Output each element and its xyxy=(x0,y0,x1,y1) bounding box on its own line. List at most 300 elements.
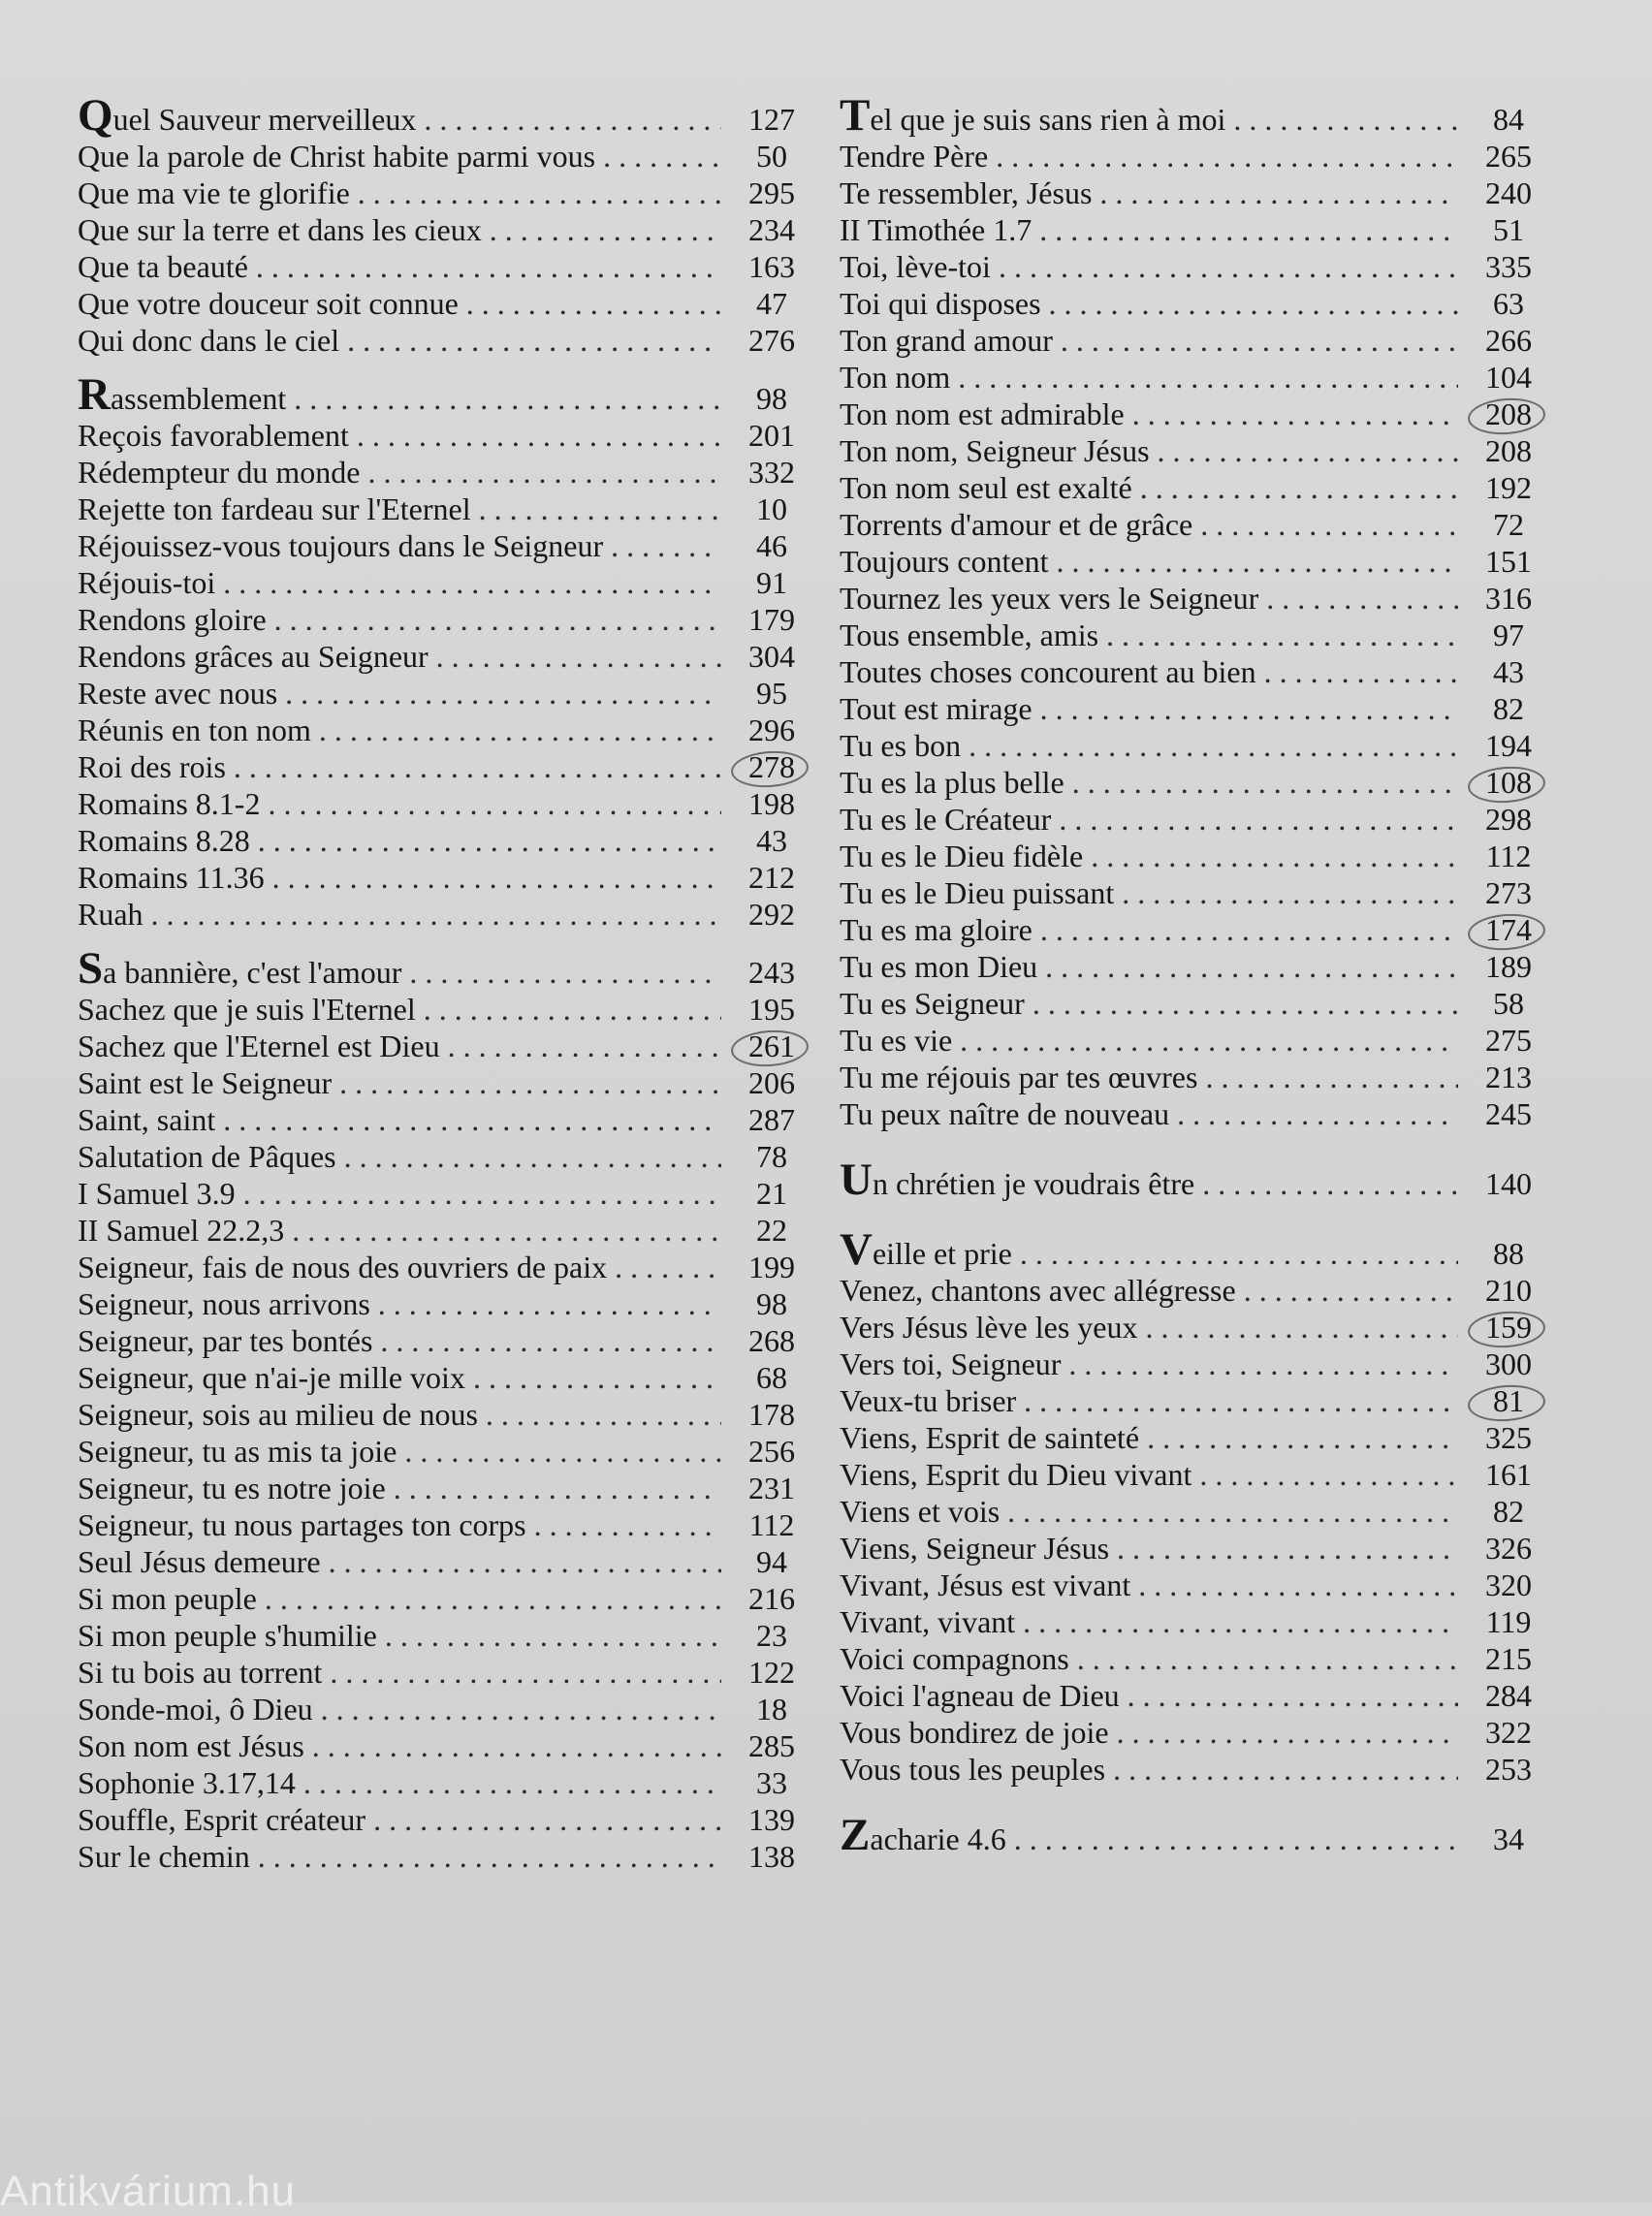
entry-page-number: 206 xyxy=(748,1065,795,1100)
dot-leader xyxy=(223,564,721,601)
dot-leader xyxy=(1138,1567,1458,1603)
index-entry xyxy=(78,1285,812,1322)
dot-leader xyxy=(1040,911,1458,948)
entry-page-number: 51 xyxy=(1493,212,1524,247)
index-entry xyxy=(840,985,1549,1022)
dot-leader xyxy=(358,174,721,211)
index-entry xyxy=(78,1470,812,1506)
entry-title: Viens, Esprit du Dieu vivant xyxy=(840,1457,1192,1492)
entry-page-number: 139 xyxy=(748,1802,795,1837)
index-entry xyxy=(840,764,1549,801)
entry-title: Ton grand amour xyxy=(840,323,1053,358)
entry-title: Seigneur, sois au milieu de nous xyxy=(78,1397,478,1432)
entry-title: Vivant, Jésus est vivant xyxy=(840,1567,1131,1602)
index-entry xyxy=(840,396,1549,432)
index-entry xyxy=(840,469,1549,506)
entry-page-number: 151 xyxy=(1485,544,1532,579)
entry-page-number: 104 xyxy=(1485,360,1532,395)
entry-title: Que sur la terre et dans les cieux xyxy=(78,212,482,247)
entry-title: II Samuel 22.2,3 xyxy=(78,1213,285,1248)
index-entry xyxy=(840,690,1549,727)
entry-title: Seigneur, fais de nous des ouvriers de paix xyxy=(78,1250,608,1284)
entry-title: Saint est le Seigneur xyxy=(78,1065,333,1100)
index-entry xyxy=(78,1396,812,1433)
entry-title: Vous tous les peuples xyxy=(840,1752,1106,1787)
index-entry xyxy=(78,896,812,933)
dot-leader xyxy=(272,859,721,896)
entry-page-number: 287 xyxy=(748,1102,795,1137)
index-entry xyxy=(840,801,1549,838)
dot-leader xyxy=(1158,432,1458,469)
entry-title: Un chrétien je voudrais être xyxy=(840,1155,1195,1205)
index-entry xyxy=(78,1801,812,1838)
entry-title: Réjouissez-vous toujours dans le Seigneur xyxy=(78,528,604,563)
dot-leader xyxy=(268,785,721,822)
entry-title: Vers Jésus lève les yeux xyxy=(840,1310,1138,1345)
entry-page-number: 91 xyxy=(756,565,787,600)
entry-title: Veille et prie xyxy=(840,1224,1012,1275)
dot-leader xyxy=(330,1654,721,1691)
index-entry xyxy=(840,911,1549,948)
index-entry xyxy=(78,527,812,564)
entry-page-number: 140 xyxy=(1485,1166,1532,1201)
index-entry xyxy=(78,491,812,527)
entry-title: Sophonie 3.17,14 xyxy=(78,1765,296,1800)
dot-leader xyxy=(1014,1820,1458,1857)
entry-title: Seigneur, par tes bontés xyxy=(78,1323,373,1358)
entry-page-number: 273 xyxy=(1485,875,1532,910)
entry-title: Toutes choses concourent au bien xyxy=(840,654,1256,689)
entry-title: Sur le chemin xyxy=(78,1839,250,1874)
dot-leader xyxy=(1233,101,1458,138)
index-column-right xyxy=(840,90,1549,1860)
index-entry xyxy=(78,1617,812,1654)
entry-title: Reçois favorablement xyxy=(78,418,349,453)
entry-title: Souffle, Esprit créateur xyxy=(78,1802,366,1837)
entry-page-number: 284 xyxy=(1485,1678,1532,1713)
entry-title: Seigneur, que n'ai-je mille voix xyxy=(78,1360,465,1395)
entry-page-number: 216 xyxy=(748,1581,795,1616)
index-entry xyxy=(78,1249,812,1285)
dot-leader xyxy=(1072,764,1458,801)
index-entry xyxy=(840,359,1549,396)
index-entry xyxy=(78,174,812,211)
entry-page-number: 245 xyxy=(1485,1096,1532,1131)
index-entry xyxy=(78,1028,812,1064)
section-gap xyxy=(78,359,812,380)
dot-leader xyxy=(1117,1530,1458,1567)
dot-leader xyxy=(1145,1309,1458,1345)
dot-leader xyxy=(223,1101,721,1138)
index-entry xyxy=(840,432,1549,469)
dot-leader xyxy=(479,491,721,527)
entry-page-number: 179 xyxy=(748,602,795,637)
entry-title: Sachez que je suis l'Eternel xyxy=(78,992,416,1027)
entry-page-number: 292 xyxy=(748,897,795,932)
dot-leader xyxy=(1117,1714,1458,1751)
dot-leader xyxy=(1040,690,1458,727)
index-entry xyxy=(78,1727,812,1764)
index-entry xyxy=(78,1138,812,1175)
index-entry xyxy=(78,859,812,896)
entry-title: Reste avec nous xyxy=(78,676,278,711)
dot-leader xyxy=(960,1022,1458,1059)
entry-title: Tournez les yeux vers le Seigneur xyxy=(840,581,1259,616)
entry-page-number: 213 xyxy=(1485,1060,1532,1094)
dot-leader xyxy=(448,1028,721,1064)
index-entry xyxy=(840,727,1549,764)
entry-page-number: 322 xyxy=(1485,1715,1532,1750)
section-gap xyxy=(840,1202,1549,1235)
entry-page-number: 192 xyxy=(1485,470,1532,505)
entry-title: Tu es Seigneur xyxy=(840,986,1025,1021)
index-entry xyxy=(840,90,1549,141)
dot-leader xyxy=(292,1212,721,1249)
dot-leader xyxy=(339,1064,721,1101)
dot-leader xyxy=(1099,174,1458,211)
entry-page-number: 47 xyxy=(756,286,787,321)
entry-page-number: 189 xyxy=(1485,949,1532,984)
dot-leader xyxy=(367,454,721,491)
dot-leader xyxy=(436,638,721,675)
index-entry xyxy=(78,1691,812,1727)
entry-page-number: 320 xyxy=(1485,1567,1532,1602)
dot-leader xyxy=(1202,1165,1458,1202)
entry-page-number: 112 xyxy=(1485,839,1532,873)
entry-title: Romains 11.36 xyxy=(78,860,265,895)
entry-page-number-circled: 81 xyxy=(1468,1382,1549,1419)
entry-title: Ton nom xyxy=(840,360,951,395)
entry-page-number: 178 xyxy=(748,1397,795,1432)
entry-title: Quel Sauveur merveilleux xyxy=(78,90,417,141)
entry-page-number: 98 xyxy=(756,1286,787,1321)
entry-title: Viens, Seigneur Jésus xyxy=(840,1531,1110,1566)
entry-title: Sa bannière, c'est l'amour xyxy=(78,943,402,994)
index-entry xyxy=(78,211,812,248)
index-entry xyxy=(840,1493,1549,1530)
index-entry xyxy=(78,285,812,322)
entry-page-number-circled: 174 xyxy=(1468,911,1549,948)
entry-title: Saint, saint xyxy=(78,1102,216,1137)
index-entry xyxy=(840,1810,1549,1860)
entry-page-number-circled: 208 xyxy=(1468,396,1549,432)
index-entry xyxy=(840,1345,1549,1382)
entry-page-number: 256 xyxy=(748,1434,795,1469)
entry-page-number: 253 xyxy=(1485,1752,1532,1787)
entry-title: Rendons gloire xyxy=(78,602,267,637)
index-entry xyxy=(78,601,812,638)
entry-page-number: 82 xyxy=(1493,1494,1524,1529)
dot-leader xyxy=(999,248,1458,285)
index-entry xyxy=(78,1359,812,1396)
index-entry xyxy=(840,248,1549,285)
dot-leader xyxy=(1049,285,1458,322)
entry-title: Tu es bon xyxy=(840,728,962,763)
index-entry xyxy=(78,138,812,174)
entry-title: Zacharie 4.6 xyxy=(840,1810,1006,1860)
dot-leader xyxy=(1061,322,1458,359)
dot-leader xyxy=(1205,1059,1458,1095)
entry-page-number: 195 xyxy=(748,992,795,1027)
dot-leader xyxy=(1266,580,1458,617)
entry-title: Que ma vie te glorifie xyxy=(78,175,350,210)
dot-leader xyxy=(473,1359,721,1396)
index-entry xyxy=(78,822,812,859)
dot-leader xyxy=(1147,1419,1458,1456)
entry-title: Toi qui disposes xyxy=(840,286,1041,321)
entry-title: Rédempteur du monde xyxy=(78,455,361,490)
entry-title: Sachez que l'Eternel est Dieu xyxy=(78,1029,440,1063)
entry-page-number: 268 xyxy=(748,1323,795,1358)
dot-leader xyxy=(1113,1751,1458,1788)
dot-leader xyxy=(258,822,721,859)
entry-page-number: 234 xyxy=(748,212,795,247)
entry-title: Son nom est Jésus xyxy=(78,1728,304,1763)
dot-leader xyxy=(285,675,721,712)
index-entry xyxy=(78,1543,812,1580)
dot-leader xyxy=(394,1470,721,1506)
dot-leader xyxy=(378,1285,721,1322)
entry-title: Vivant, vivant xyxy=(840,1604,1016,1639)
index-entry xyxy=(78,1580,812,1617)
section-gap xyxy=(78,933,812,954)
dot-leader xyxy=(1244,1272,1458,1309)
dot-leader xyxy=(1177,1095,1458,1132)
entry-title: Tu es le Dieu fidèle xyxy=(840,839,1084,873)
dot-leader xyxy=(409,954,721,991)
dot-leader xyxy=(1128,1677,1458,1714)
entry-page-number: 275 xyxy=(1485,1023,1532,1058)
index-entry xyxy=(78,322,812,359)
entry-page-number: 326 xyxy=(1485,1531,1532,1566)
dot-leader xyxy=(265,1580,721,1617)
dot-leader xyxy=(486,1396,721,1433)
entry-title: Ton nom seul est exalté xyxy=(840,470,1132,505)
entry-page-number: 43 xyxy=(756,823,787,858)
index-entry xyxy=(78,1101,812,1138)
dot-leader xyxy=(312,1727,721,1764)
entry-page-number: 300 xyxy=(1485,1346,1532,1381)
dot-leader xyxy=(615,1249,721,1285)
entry-page-number: 266 xyxy=(1485,323,1532,358)
dot-leader xyxy=(969,727,1458,764)
dot-leader xyxy=(1068,1345,1458,1382)
index-entry xyxy=(840,1224,1549,1275)
entry-title: Que votre douceur soit connue xyxy=(78,286,459,321)
index-entry xyxy=(840,948,1549,985)
index-entry xyxy=(840,1382,1549,1419)
dot-leader xyxy=(1020,1235,1458,1272)
entry-title: Salutation de Pâques xyxy=(78,1139,336,1174)
dot-leader xyxy=(424,101,721,138)
dot-leader xyxy=(490,211,721,248)
index-entry xyxy=(840,1530,1549,1567)
entry-title: Rassemblement xyxy=(78,369,287,420)
entry-page-number: 212 xyxy=(748,860,795,895)
dot-leader xyxy=(380,1322,721,1359)
entry-page-number: 34 xyxy=(1493,1821,1524,1856)
entry-page-number: 210 xyxy=(1485,1273,1532,1308)
entry-title: Seigneur, tu as mis ta joie xyxy=(78,1434,397,1469)
index-entry xyxy=(840,1456,1549,1493)
entry-page-number: 43 xyxy=(1493,654,1524,689)
entry-page-number: 23 xyxy=(756,1618,787,1653)
entry-page-number: 94 xyxy=(756,1544,787,1579)
entry-title: Ton nom est admirable xyxy=(840,396,1125,431)
index-entry xyxy=(840,1059,1549,1095)
index-entry xyxy=(78,748,812,785)
dot-leader xyxy=(958,359,1458,396)
entry-page-number: 138 xyxy=(748,1839,795,1874)
entry-page-number: 18 xyxy=(756,1692,787,1726)
entry-title: Voici compagnons xyxy=(840,1641,1069,1676)
dot-leader xyxy=(1140,469,1458,506)
index-entry xyxy=(840,1272,1549,1309)
entry-title: Tu es la plus belle xyxy=(840,765,1064,800)
entry-page-number: 285 xyxy=(748,1728,795,1763)
dot-leader xyxy=(243,1175,721,1212)
dot-leader xyxy=(1077,1640,1458,1677)
index-entry xyxy=(840,1419,1549,1456)
entry-title: Tendre Père xyxy=(840,139,989,174)
entry-page-number: 95 xyxy=(756,676,787,711)
entry-page-number-circled: 108 xyxy=(1468,764,1549,801)
entry-page-number: 163 xyxy=(748,249,795,284)
index-entry xyxy=(78,991,812,1028)
dot-leader xyxy=(1032,985,1458,1022)
dot-leader xyxy=(1059,801,1458,838)
entry-page-number: 46 xyxy=(756,528,787,563)
entry-title: Réjouis-toi xyxy=(78,565,216,600)
index-entry xyxy=(78,417,812,454)
dot-leader xyxy=(294,380,721,417)
index-entry xyxy=(78,785,812,822)
index-entry xyxy=(78,1064,812,1101)
dot-leader xyxy=(1200,506,1458,543)
index-entry xyxy=(840,1640,1549,1677)
entry-page-number: 325 xyxy=(1485,1420,1532,1455)
index-entry xyxy=(840,285,1549,322)
entry-page-number: 335 xyxy=(1485,249,1532,284)
entry-page-number: 78 xyxy=(756,1139,787,1174)
entry-page-number: 298 xyxy=(1485,802,1532,837)
index-entry xyxy=(78,1654,812,1691)
entry-title: Tu me réjouis par tes œuvres xyxy=(840,1060,1198,1094)
index-entry xyxy=(840,1751,1549,1788)
entry-title: Vous bondirez de joie xyxy=(840,1715,1109,1750)
dot-leader xyxy=(1132,396,1458,432)
dot-leader xyxy=(466,285,721,322)
entry-title: Toi, lève-toi xyxy=(840,249,991,284)
index-entry xyxy=(840,1022,1549,1059)
entry-title: Voici l'agneau de Dieu xyxy=(840,1678,1120,1713)
index-entry xyxy=(78,248,812,285)
dot-leader xyxy=(385,1617,721,1654)
section-gap xyxy=(840,1132,1549,1165)
entry-title: Tel que je suis sans rien à moi xyxy=(840,90,1226,141)
index-entry xyxy=(78,1764,812,1801)
index-entry xyxy=(840,580,1549,617)
entry-title: Torrents d'amour et de grâce xyxy=(840,507,1193,542)
dot-leader xyxy=(1039,211,1458,248)
dot-leader xyxy=(1122,874,1458,911)
entry-page-number: 98 xyxy=(756,381,787,416)
index-entry xyxy=(78,369,812,420)
index-entry xyxy=(840,1095,1549,1132)
index-entry xyxy=(78,1838,812,1875)
entry-page-number-circled: 278 xyxy=(731,748,812,785)
entry-title: Seigneur, tu es notre joie xyxy=(78,1471,386,1505)
entry-page-number: 215 xyxy=(1485,1641,1532,1676)
index-entry xyxy=(78,454,812,491)
dot-leader xyxy=(1045,948,1458,985)
entry-page-number: 296 xyxy=(748,712,795,747)
entry-page-number: 112 xyxy=(748,1507,795,1542)
entry-title: II Timothée 1.7 xyxy=(840,212,1032,247)
dot-leader xyxy=(404,1433,721,1470)
dot-leader xyxy=(256,248,721,285)
index-entry xyxy=(78,1175,812,1212)
entry-title: Que ta beauté xyxy=(78,249,248,284)
entry-page-number: 265 xyxy=(1485,139,1532,174)
dot-leader xyxy=(347,322,721,359)
index-entry xyxy=(840,506,1549,543)
entry-title: Si mon peuple s'humilie xyxy=(78,1618,377,1653)
entry-title: Viens, Esprit de sainteté xyxy=(840,1420,1140,1455)
entry-page-number: 10 xyxy=(756,491,787,526)
dot-leader xyxy=(424,991,721,1028)
entry-page-number-circled: 159 xyxy=(1468,1309,1549,1345)
index-entry xyxy=(840,1714,1549,1751)
entry-title: Ruah xyxy=(78,897,143,932)
index-entry xyxy=(78,1212,812,1249)
dot-leader xyxy=(603,138,721,174)
index-entry xyxy=(78,564,812,601)
dot-leader xyxy=(319,712,721,748)
index-entry xyxy=(840,1567,1549,1603)
index-entry xyxy=(78,943,812,994)
dot-leader xyxy=(1024,1382,1458,1419)
entry-page-number: 316 xyxy=(1485,581,1532,616)
entry-page-number: 198 xyxy=(748,786,795,821)
entry-title: Tu es mon Dieu xyxy=(840,949,1038,984)
entry-title: Roi des rois xyxy=(78,749,226,784)
index-column-left xyxy=(78,90,812,1875)
dot-leader xyxy=(1023,1603,1458,1640)
entry-title: Vers toi, Seigneur xyxy=(840,1346,1062,1381)
dot-leader xyxy=(996,138,1458,174)
index-entry xyxy=(840,617,1549,653)
entry-title: Tous ensemble, amis xyxy=(840,617,1099,652)
entry-page-number: 88 xyxy=(1493,1236,1524,1271)
entry-page-number: 199 xyxy=(748,1250,795,1284)
entry-page-number: 243 xyxy=(748,955,795,990)
entry-title: Seigneur, nous arrivons xyxy=(78,1286,370,1321)
entry-title: Venez, chantons avec allégresse xyxy=(840,1273,1236,1308)
entry-title: Rendons grâces au Seigneur xyxy=(78,639,429,674)
dot-leader xyxy=(534,1506,721,1543)
dot-leader xyxy=(258,1838,721,1875)
index-entry xyxy=(840,174,1549,211)
section-gap xyxy=(840,1788,1549,1820)
entry-title: Tu es le Dieu puissant xyxy=(840,875,1115,910)
index-entry xyxy=(78,712,812,748)
entry-page-number: 50 xyxy=(756,139,787,174)
index-entry xyxy=(840,1309,1549,1345)
entry-page-number: 231 xyxy=(748,1471,795,1505)
index-entry xyxy=(78,1322,812,1359)
entry-page-number: 84 xyxy=(1493,102,1524,137)
